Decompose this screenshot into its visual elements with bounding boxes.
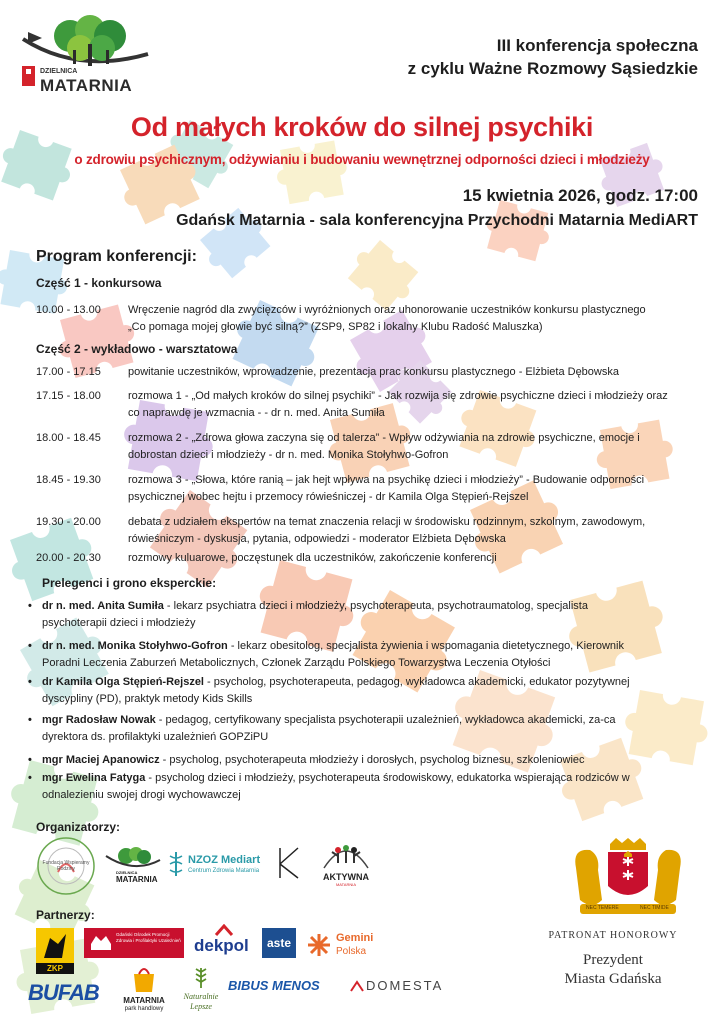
- domesta-text: DOMESTA: [366, 978, 444, 993]
- matarnia-trees-small-icon: [104, 846, 162, 870]
- event-venue: Gdańsk Matarnia - sala konferencyjna Przychodni Matarnia MediART: [176, 212, 698, 229]
- speakers-title: Prelegenci i grono eksperckie:: [42, 576, 217, 590]
- aste-logo: [262, 928, 296, 958]
- program-row-desc-2: „Co pomaga mojej głowie być silną?” (ZSP9, SP82 i lokalny Klubu Radość Maluszka): [128, 321, 543, 333]
- matarnia-big: MATARNIA: [116, 875, 158, 884]
- caduceus-icon: [166, 850, 186, 878]
- program-row-desc-2: psychicznej wobec hejtu i przemocy rówieśniczej - dr Kamila Olga Stępień-Rejszel: [128, 491, 529, 503]
- program-row-time: 17.00 - 17.15: [36, 366, 101, 378]
- roof-icon: [350, 980, 364, 992]
- patronat-line-2: Prezydent: [583, 952, 643, 968]
- nzoz-sub: Centrum Zdrowia Matarnia: [188, 868, 260, 874]
- naturalnie-logo: [174, 966, 228, 1016]
- bufab-text: BUFAB: [28, 980, 99, 1005]
- program-row-time: 18.00 - 18.45: [36, 432, 101, 444]
- speaker-desc-2: psychoterapii dzieci i młodzieży: [42, 617, 196, 629]
- event-date: 15 kwietnia 2026, godz. 17:00: [462, 186, 698, 205]
- program-row-desc: rozmowa 1 - „Od małych kroków do silnej psychiki” - Jak rozwija się zdrowie psychiczne dzieci i młodzieży oraz: [128, 390, 668, 402]
- speaker-desc-2: odnalezieniu swojej drogi wychowawczej: [42, 789, 241, 801]
- patronat-label: PATRONAT HONOROWY: [548, 930, 678, 941]
- naturalnie-sub: Lepsze: [190, 1002, 212, 1011]
- bullet: •: [28, 754, 32, 766]
- logo-small-text: DZIELNICA: [40, 68, 78, 75]
- aktywna-people-icon: [316, 840, 376, 872]
- nzoz-name: NZOZ Mediart: [188, 854, 261, 866]
- gdansk-center-text: Gdański Ośrodek Promocji Zdrowia i Profilaktyki Uzależnień: [116, 932, 181, 943]
- program-row-desc-2: dobrostan dzieci i młodzieży - dr n. med. Monika Stołyhwo-Gofron: [128, 449, 449, 461]
- speaker-name: mgr Maciej Apanowicz: [42, 754, 160, 766]
- program-row-time: 19.30 - 20.00: [36, 516, 101, 528]
- bullet: •: [28, 600, 32, 612]
- program-row-time: 17.15 - 18.00: [36, 390, 101, 402]
- fundacja-text: Fundacja Wspieramy Rodziny: [42, 860, 90, 872]
- speaker-desc: - lekarz psychiatra dzieci i młodzieży, psychoterapeuta, psychotraumatolog, specjalista: [163, 600, 588, 612]
- program-row-time: 10.00 - 13.00: [36, 304, 101, 316]
- matarnia-park-sub: park handlowy: [124, 1006, 164, 1012]
- organizers-title: Organizatorzy:: [36, 820, 121, 834]
- shopping-bag-icon: [130, 966, 158, 994]
- gdansk-coat-of-arms: [566, 838, 690, 922]
- aktywna-sub: MATARNIA: [335, 882, 357, 887]
- speaker-name: mgr Radosław Nowak: [42, 714, 156, 726]
- dekpol-text: dekpol: [194, 936, 249, 955]
- ribbon-left-text: NEC TEMERE: [586, 905, 619, 911]
- patronat: [538, 930, 688, 989]
- speaker-desc: - psycholog, psychoterapeuta młodzieży i dorosłych, psycholog biznesu, szkoleniowiec: [159, 754, 585, 766]
- speaker-name: dr n. med. Anita Sumiła: [42, 600, 164, 612]
- griffin-icon: [36, 928, 74, 964]
- matarnia-logo: [18, 14, 153, 100]
- speaker-name: mgr Ewelina Fatyga: [42, 772, 146, 784]
- program-part-1: Część 1 - konkursowa: [36, 276, 162, 290]
- speaker-name: dr n. med. Monika Stołyhwo-Gofron: [42, 640, 228, 652]
- program-row-desc: debata z udziałem ekspertów na temat znaczenia relacji w środowisku rodzinnym, szkolnym, zawodowym,: [128, 516, 646, 528]
- k-logo: [276, 846, 302, 880]
- gemini-text: Gemini: [336, 932, 374, 944]
- program-title: Program konferencji:: [36, 248, 197, 265]
- bibus-menos-logo: [228, 978, 340, 998]
- program-row-desc: rozmowa 3 - „Słowa, które ranią – jak hejt wpływa na psychikę dzieci i młodzieży” - Budowanie odporności: [128, 474, 645, 486]
- gdansk-center-logo: [84, 928, 184, 958]
- bibus-text: BIBUS MENOS: [228, 978, 320, 993]
- ribbon-right-text: NEC TIMIDE: [640, 905, 669, 911]
- program-row-desc: Wręczenie nagród dla zwycięzców i wyróżnionych oraz uhonorowanie uczestników konkursu plastycznego: [128, 304, 646, 316]
- header-line-1: III konferencja społeczna: [496, 36, 698, 55]
- program-row-desc: rozmowa 2 - „Zdrowa głowa zaczyna się od talerza” - Wpływ odżywiania na zdrowie psychiczne, emocje i: [128, 432, 640, 444]
- bufab-logo: [28, 980, 108, 1010]
- program-row-time: 20.00 - 20.30: [36, 552, 101, 564]
- bullet: •: [28, 676, 32, 688]
- bullet: •: [28, 640, 32, 652]
- k-mark-icon: [276, 846, 302, 880]
- matarnia-park-text: MATARNIA: [123, 996, 165, 1005]
- speaker-desc-2: Poradni Leczenia Zaburzeń Metabolicznych, Członek Zarządu Polskiego Towarzystwa Leczenia Otyłości: [42, 657, 551, 669]
- fundacja-logo: [34, 834, 98, 898]
- coat-of-arms-icon: [566, 838, 690, 922]
- bullet: •: [28, 714, 32, 726]
- naturalnie-text: Naturalnie: [183, 992, 219, 1001]
- program-row-desc-2: rówieśniczym - dyskusja, pytania, odpowiedzi - moderator Elżbieta Dębowska: [128, 533, 506, 545]
- crown-lions-icon: [88, 930, 114, 956]
- gemini-asterisk-icon: [306, 932, 332, 958]
- domesta-logo: [350, 978, 460, 998]
- program-row-desc: powitanie uczestników, wprowadzenie, prezentacja prac konkursu plastycznego - Elżbieta Dębowska: [128, 366, 619, 378]
- bullet: •: [28, 772, 32, 784]
- wheat-icon: [190, 966, 212, 990]
- partners-title: Partnerzy:: [36, 908, 95, 922]
- matarnia-org-logo: [104, 846, 162, 888]
- matarnia-park-logo: [116, 966, 172, 1016]
- program-row-time: 18.45 - 19.30: [36, 474, 101, 486]
- program-row-desc-2: co naprawdę je wzmacnia - - dr n. med. Anita Sumiła: [128, 407, 385, 419]
- aktywna-name: AKTYWNA: [323, 872, 369, 882]
- speaker-desc: - pedagog, certyfikowany specjalista psychoterapii uzależnień, wykładowca akademicki, za-ca: [155, 714, 616, 726]
- nzoz-logo: [166, 850, 276, 882]
- gemini-logo: [306, 930, 386, 960]
- zkp-logo: [36, 928, 74, 974]
- header-line-2: z cyklu Ważne Rozmowy Sąsiedzkie: [407, 59, 698, 78]
- page-title: Od małych kroków do silnej psychiki: [130, 112, 594, 142]
- header-text: [408, 34, 698, 80]
- program-part-2: Część 2 - wykładowo - warsztatowa: [36, 342, 238, 356]
- speaker-desc: - lekarz obesitolog, specjalista żywienia i wspomagania dietetycznego, Kierownik: [227, 640, 624, 652]
- patronat-line-3: Miasta Gdańska: [564, 971, 662, 987]
- dekpol-mark-icon: [214, 924, 234, 936]
- logo-big-text: MATARNIA: [40, 76, 133, 95]
- gemini-sub: Polska: [336, 946, 367, 957]
- zkp-text: ZKP: [36, 963, 74, 974]
- speaker-desc-2: dyrektora ds. profilaktyki uzależnień GOPZiPU: [42, 731, 269, 743]
- dekpol-logo: [194, 924, 254, 958]
- speaker-name: dr Kamila Olga Stępień-Rejszel: [42, 676, 204, 688]
- matarnia-small: DZIELNICA: [116, 870, 138, 875]
- speaker-desc-2: dyscypliny (PD), praktyk metody Kids Skills: [42, 693, 253, 705]
- page-subtitle: o zdrowiu psychicznym, odżywianiu i budowaniu wewnętrznej odporności dzieci i młodzieży: [74, 152, 650, 167]
- speaker-desc: - psycholog, psychoterapeuta, pedagog, wykładowca akademicki, edukator pozytywnej: [204, 676, 630, 688]
- program-row-desc: rozmowy kuluarowe, poczęstunek dla uczestników, zakończenie konferencji: [128, 552, 497, 564]
- speaker-desc: - psycholog dzieci i młodzieży, psychoterapeuta środowiskowy, edukatorka wspierająca rodziców w: [145, 772, 630, 784]
- aste-text: aste: [266, 936, 292, 950]
- aktywna-logo: [316, 840, 376, 888]
